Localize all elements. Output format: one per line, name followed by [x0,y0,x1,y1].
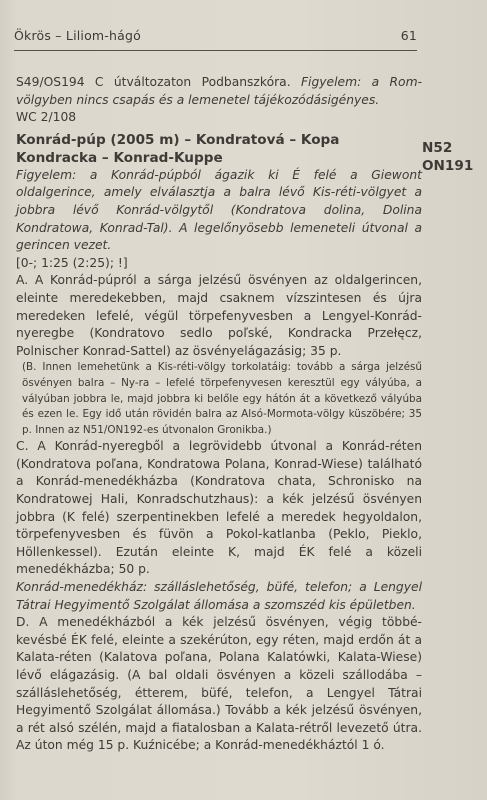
intro-paragraph [16,74,422,109]
route-code-on191: ON191 [422,158,474,174]
route-title: Konrád-púp (2005 m) – Kondratová – Kopa Kondracka – Konrad-Kuppe [16,131,340,166]
intro-warning: Figyelem: a Rom-völgyben nincs csapás és a lemenetel tájékozódásigényes. [16,75,422,107]
header-rule [14,50,417,51]
route-code-n52: N52 [422,140,453,156]
page-number: 61 [400,28,417,43]
section-b: (B. Innen lemehetünk a Kis-réti-völgy torkolatáig: tovább a sárga jelzésű ösvényen balra – Ny-ra – lefelé törpefenyvesen keresztül egy vályúba, a vályúban jobbra le, majd jobbra ki belőle egy hátón át a következő vályúba és ezen le. Egy idő után rövidén balra az Alsó-Mormota-völgy küszöbére; 35 p. Innen az N51/ON192-es útvonalon Gronikba.) [22,361,422,436]
page-body [16,74,422,755]
route-warning: Figyelem: a Konrád-púpból ágazik ki É felé a Giewont oldalgerince, amely elválasztja a balra lévő Kis-réti-völgyet a jobbra lévő Konrád-völgytől (Kondratova dolina, Dolina Kondratowa, Konrad-Tal). A legelőnyösebb lemeneteli útvonal a gerincen vezet. [16,167,422,253]
section-c: C. A Konrád-nyeregből a legrövidebb útvonal a Konrád-réten (Kondratova poľana, Kondratowa Polana, Konrad-Wiese) található a Konrád-menedékházba (Kondratova chata, Schronisko na Kondratowej Hali, Konradschutzhaus): a kék jelzésű ösvényen jobbra (K felé) szerpentinekben lefelé a meredek hegyoldalon, törpefenyvesben és füvön a Pokol-katlanba (Peklo, Pieklo, Höllenkessel). Ezután eleinte K, majd ÉK felé a közeli menedékházba; 50 p. [16,439,422,577]
section-a: A. A Konrád-púpról a sárga jelzésű ösvényen az oldalgerincen, eleinte meredekebben, majd csaknem vízszintesen és újra meredeken lefelé, végül törpefenyvesben a Lengyel-Konrád-nyeregbe (Kondratovo sedlo poľské, Kondracka Przełęcz, Polnischer Konrad-Sattel) az ösvényelágazásig; 35 p. [16,273,422,358]
wc-reference: WC 2/108 [16,110,77,125]
running-title: Ökrös – Liliom-hágó [14,28,141,43]
route-difficulty: [0-; 1:25 (2:25); !] [16,255,128,270]
intro-plain: S49/OS194 C útváltozaton Podbanszkóra. [16,75,301,89]
section-d: D. A menedékházból a kék jelzésű ösvényen, végig többé-kevésbé ÉK felé, eleinte a szekérúton, egy réten, majd erdőn át a Kalata-réten (Kalatova poľana, Polana Kalatówki, Kalata-Wiese) lévő elágazásig. (A bal oldali ösvényen a közeli szállodába – szálláslehetőség, étterem, büfé, telefon, a Lengyel Tátrai Hegyimentő Szolgálat állomása.) Tovább a kék jelzésű ösvényen, a rét alsó szélén, majd a fiatalosban a Kalata-rétről levezető útra. Az úton még 15 p. Kuźnicébe; a Konrád-menedékháztól 1 ó. [16,615,422,753]
hut-note: Konrád-menedékház: szálláslehetőség, büfé, telefon; a Lengyel Tátrai Hegyimentő Szolgálat állomása a szomszéd kis épületben. [16,580,422,612]
